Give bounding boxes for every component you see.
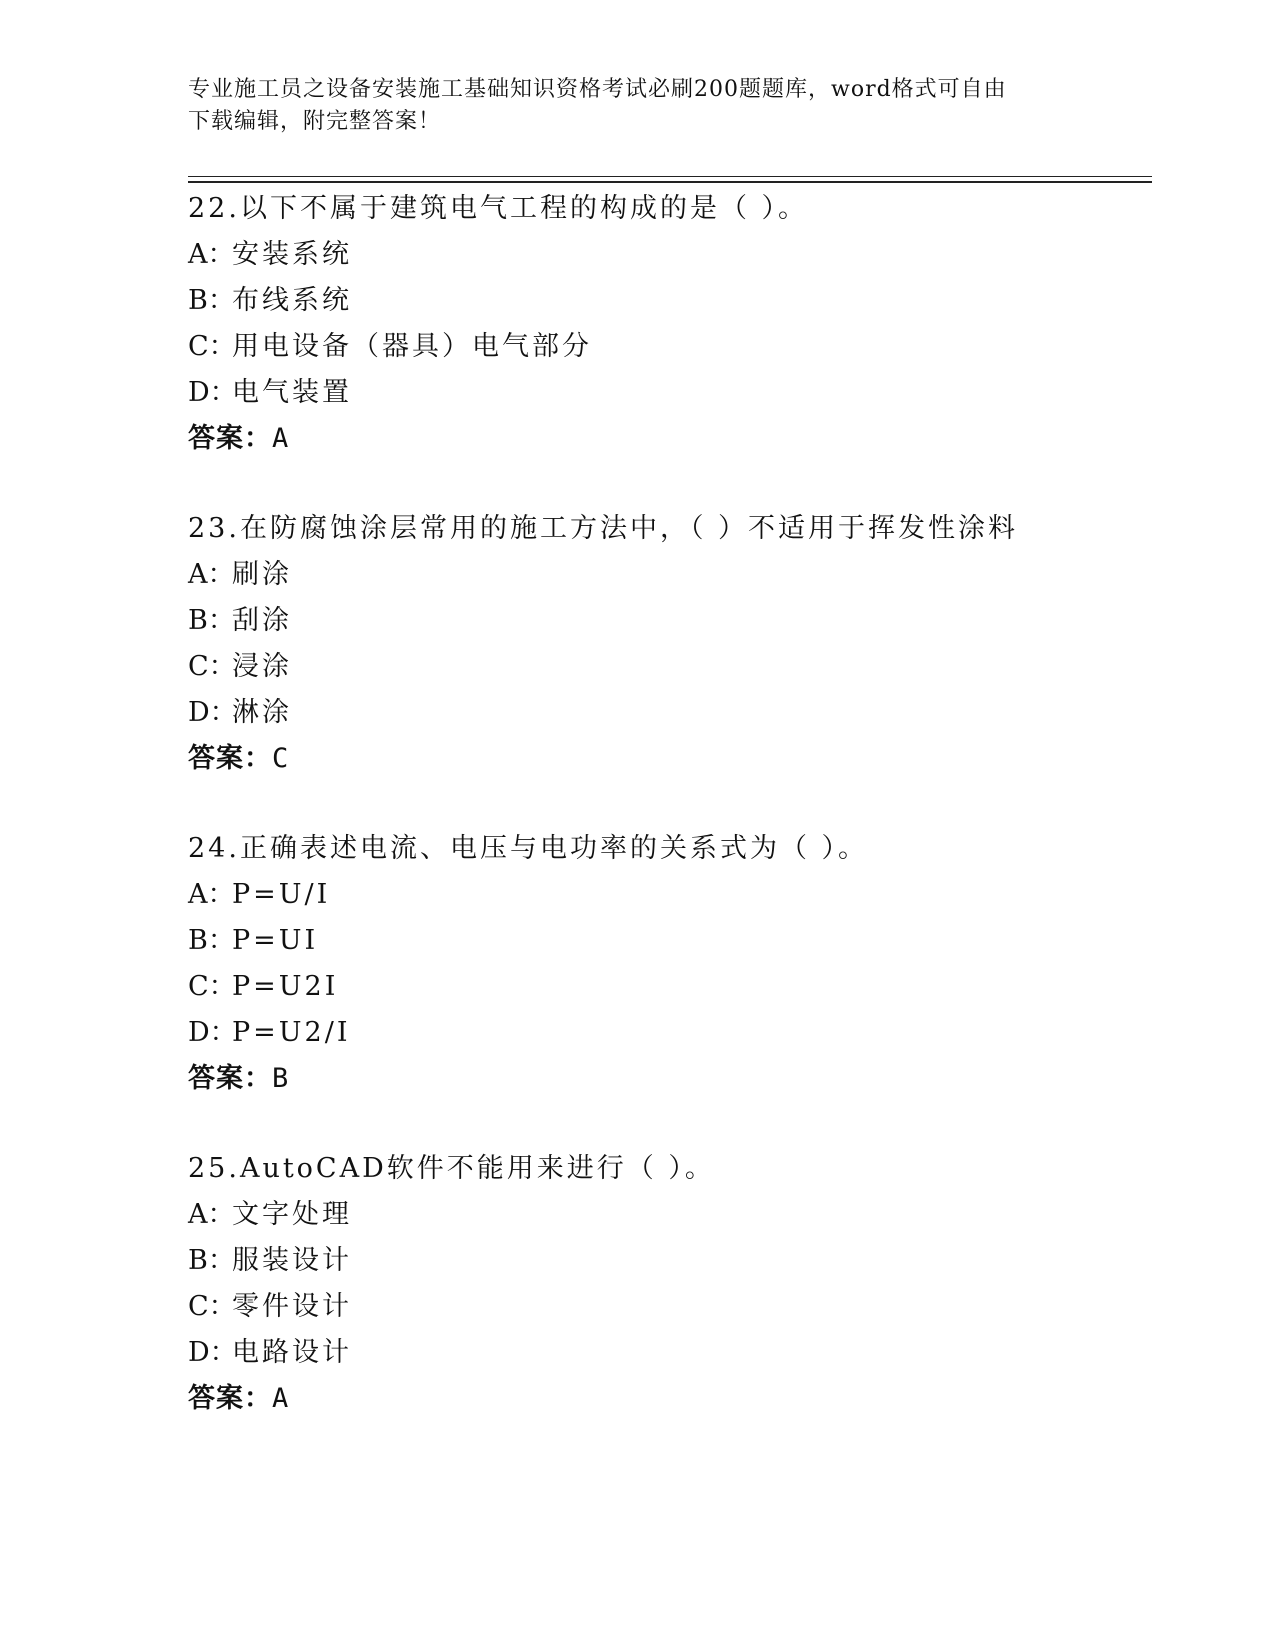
option-key: C： (188, 331, 236, 362)
question-24 (188, 826, 1148, 1102)
option-key: B： (188, 925, 235, 956)
answer-label: 答案： (188, 1383, 272, 1414)
option-text: P=U2I (232, 971, 339, 1002)
option-key: D： (188, 1337, 237, 1368)
option-text: 电路设计 (232, 1337, 352, 1368)
header-line-2: 下载编辑，附完整答案！ (188, 109, 442, 134)
option-text: 浸涂 (232, 651, 292, 682)
header-line-1: 专业施工员之设备安装施工基础知识资格考试必刷200题题库，word格式可自由 (188, 77, 1007, 102)
header-divider-bottom (188, 181, 1152, 183)
option-b (188, 598, 1148, 644)
answer-line (188, 1056, 1148, 1102)
option-text: 淋涂 (232, 697, 292, 728)
answer-value: A (272, 423, 289, 454)
answer-value: B (272, 1063, 289, 1094)
option-c (188, 324, 1148, 370)
option-text: 刷涂 (232, 559, 292, 590)
option-a (188, 232, 1148, 278)
option-key: B： (188, 605, 235, 636)
option-text: 刮涂 (232, 605, 292, 636)
option-text: 文字处理 (232, 1199, 352, 1230)
option-text: 服装设计 (232, 1245, 352, 1276)
option-d (188, 690, 1148, 736)
option-key: D： (188, 1017, 237, 1048)
header-divider-top (188, 176, 1152, 177)
option-text: P=UI (232, 925, 319, 956)
option-c (188, 1284, 1148, 1330)
option-text: 布线系统 (232, 285, 352, 316)
option-text: 电气装置 (232, 377, 352, 408)
option-a (188, 1192, 1148, 1238)
option-text: 用电设备（器具）电气部分 (232, 331, 592, 362)
question-25 (188, 1146, 1148, 1422)
option-key: B： (188, 285, 235, 316)
answer-line (188, 736, 1148, 782)
question-stem: 24.正确表述电流、电压与电功率的关系式为（ ）。 (188, 833, 869, 864)
option-key: D： (188, 697, 237, 728)
option-a (188, 872, 1148, 918)
option-b (188, 278, 1148, 324)
answer-value: C (272, 743, 289, 774)
option-key: B： (188, 1245, 235, 1276)
question-23 (188, 506, 1148, 782)
question-22 (188, 186, 1148, 462)
option-key: C： (188, 1291, 236, 1322)
option-a (188, 552, 1148, 598)
option-text: 安装系统 (232, 239, 352, 270)
option-d (188, 1010, 1148, 1056)
answer-line (188, 416, 1148, 462)
option-key: A： (188, 879, 235, 910)
answer-label: 答案： (188, 1063, 272, 1094)
option-key: A： (188, 559, 235, 590)
option-d (188, 1330, 1148, 1376)
option-key: A： (188, 1199, 235, 1230)
answer-label: 答案： (188, 423, 272, 454)
option-key: C： (188, 971, 236, 1002)
option-c (188, 964, 1148, 1010)
answer-value: A (272, 1383, 289, 1414)
option-text: P=U2/I (232, 1017, 351, 1048)
option-text: P=U/I (232, 879, 331, 910)
option-text: 零件设计 (232, 1291, 352, 1322)
option-c (188, 644, 1148, 690)
option-key: C： (188, 651, 236, 682)
question-stem: 22.以下不属于建筑电气工程的构成的是（ ）。 (188, 193, 809, 224)
question-stem: 25.AutoCAD软件不能用来进行（ ）。 (188, 1153, 715, 1184)
option-key: A： (188, 239, 235, 270)
option-b (188, 1238, 1148, 1284)
answer-label: 答案： (188, 743, 272, 774)
document-header (188, 74, 1088, 138)
question-stem: 23.在防腐蚀涂层常用的施工方法中，（ ）不适用于挥发性涂料 (188, 513, 1019, 544)
option-d (188, 370, 1148, 416)
option-b (188, 918, 1148, 964)
option-key: D： (188, 377, 237, 408)
answer-line (188, 1376, 1148, 1422)
